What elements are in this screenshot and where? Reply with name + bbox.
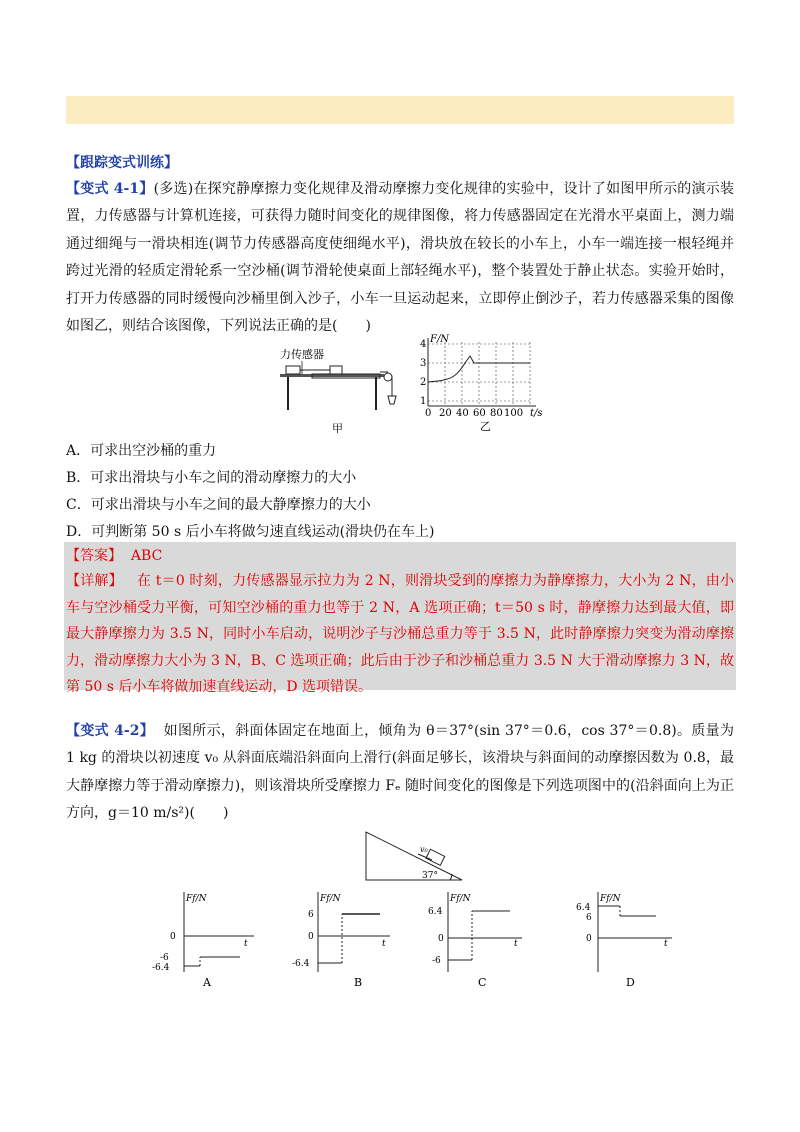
question-tag: 【变式 4-1】 bbox=[66, 181, 154, 197]
graph-ylabel: Ff/N bbox=[320, 894, 341, 904]
question-text: 如图所示，斜面体固定在地面上，倾角为 θ＝37°(sin 37°＝0.6，cos 37°＝0.8)。质量为 1 kg 的滑块以初速度 v₀ 从斜面底端沿斜面向上滑行(斜面足够长，该滑块与斜面间的动摩擦因数为 0.8，最大静摩擦力等于滑动摩擦力)，则该滑块所受摩擦力 Fₑ 随时间变化的图像是下列选项图中的(沿斜面向上为正方向，g＝10 m/s²)( ) bbox=[66, 723, 734, 822]
answer-detail bbox=[66, 568, 734, 701]
v0-label: v₀ bbox=[420, 845, 428, 854]
detail-tag: 【详解】 bbox=[66, 573, 123, 589]
figure-incline bbox=[362, 828, 470, 884]
yi-ytick: 1 bbox=[420, 396, 427, 407]
graph-tick: 0 bbox=[586, 934, 592, 944]
yi-ytick: 2 bbox=[420, 377, 427, 388]
graph-tick: -6 bbox=[432, 956, 441, 966]
graph-a bbox=[148, 888, 258, 990]
graph-tick: 0 bbox=[438, 934, 444, 944]
header-banner bbox=[66, 96, 734, 124]
yi-xtick: 60 bbox=[473, 408, 486, 419]
graph-ylabel: Ff/N bbox=[186, 894, 207, 904]
graph-xlabel: t bbox=[514, 939, 518, 949]
figure-apparatus bbox=[272, 344, 402, 436]
yi-ylabel: F/N bbox=[430, 334, 450, 345]
graph-tick: 6.4 bbox=[428, 907, 443, 917]
option-a: A．可求出空沙桶的重力 bbox=[66, 443, 217, 459]
graph-tick: -6.4 bbox=[152, 963, 170, 973]
yi-xtick: 0 bbox=[425, 408, 432, 419]
graph-b bbox=[286, 888, 396, 990]
graph-xlabel: t bbox=[664, 939, 668, 949]
graph-tick: 0 bbox=[170, 932, 176, 942]
graph-label: D bbox=[626, 976, 635, 989]
graph-c bbox=[410, 888, 528, 990]
question-tag: 【变式 4-2】 bbox=[66, 723, 155, 739]
yi-xtick: 20 bbox=[439, 408, 452, 419]
answer-tag: 【答案】 bbox=[66, 548, 122, 564]
graph-d bbox=[560, 888, 678, 990]
yi-xtick: 100 bbox=[504, 408, 524, 419]
graph-tick: 6 bbox=[586, 913, 592, 923]
figure-caption-jia: 甲 bbox=[332, 422, 343, 435]
graph-tick: 6.4 bbox=[576, 903, 591, 913]
graph-tick: 0 bbox=[308, 932, 314, 942]
graph-label: B bbox=[354, 976, 363, 989]
yi-xtick: 80 bbox=[490, 408, 503, 419]
graph-tick: 6 bbox=[308, 910, 314, 920]
graph-label: A bbox=[203, 976, 211, 989]
angle-label: 37° bbox=[422, 871, 438, 881]
figure-caption-yi: 乙 bbox=[480, 420, 491, 433]
option-b: B．可求出滑块与小车之间的滑动摩擦力的大小 bbox=[66, 470, 357, 486]
graph-xlabel: t bbox=[244, 939, 248, 949]
graph-ylabel: Ff/N bbox=[450, 894, 471, 904]
answer-line bbox=[66, 545, 162, 567]
graph-xlabel: t bbox=[382, 939, 386, 949]
detail-text: 在 t＝0 时刻，力传感器显示拉力为 2 N，则滑块受到的摩擦力为静摩擦力，大小为 2 N，由小车与空沙桶受力平衡，可知空沙桶的重力也等于 2 N，A 选项正确；t＝50 s 时，静摩擦力达到最大值，即最大静摩擦力为 3.5 N，同时小车启动，说明沙子与沙桶总重力等于 3.5 N，此时静摩擦力突变为滑动摩擦力，滑动摩擦力大小为 3 N，B、C 选项正确；此后由于沙子和沙桶总重力 3.5 N 大于滑动摩擦力 3 N，故第 50 s 后小车将做加速直线运动，D 选项错误。 bbox=[66, 573, 735, 696]
graph-tick: -6 bbox=[160, 953, 169, 963]
option-c: C．可求出滑块与小车之间的最大静摩擦力的大小 bbox=[66, 497, 371, 513]
yi-xlabel: t/s bbox=[530, 408, 543, 419]
question-4-2 bbox=[66, 718, 734, 828]
sensor-label: 力传感器 bbox=[280, 348, 324, 361]
question-text: (多选)在探究静摩擦力变化规律及滑动摩擦力变化规律的实验中，设计了如图甲所示的演示装置，力传感器与计算机连接，可获得力随时间变化的规律图像，将力传感器固定在光滑水平桌面上，测力端通过细绳与一滑块相连(调节力传感器高度使细绳水平)，滑块放在较长的小车上，小车一端连接一根轻绳并跨过光滑的轻质定滑轮系一空沙桶(调节滑轮使桌面上部轻绳水平)，整个装置处于静止状态。实验开始时，打开力传感器的同时缓慢向沙桶里倒入沙子，小车一旦运动起来，立即停止倒沙子，若力传感器采集的图像如图乙，则结合该图像，下列说法正确的是( ) bbox=[66, 181, 734, 335]
yi-ytick: 4 bbox=[420, 339, 427, 350]
section-title: 【跟踪变式训练】 bbox=[66, 155, 178, 171]
graph-ylabel: Ff/N bbox=[600, 894, 621, 904]
option-d: D．可判断第 50 s 后小车将做匀速直线运动(滑块仍在车上) bbox=[66, 524, 435, 540]
graph-tick: -6.4 bbox=[292, 959, 310, 969]
figure-force-time bbox=[418, 334, 548, 434]
graph-label: C bbox=[478, 976, 487, 989]
yi-ytick: 3 bbox=[420, 358, 427, 369]
question-4-1 bbox=[66, 176, 734, 340]
yi-xtick: 40 bbox=[456, 408, 469, 419]
answer-value: ABC bbox=[130, 548, 163, 564]
